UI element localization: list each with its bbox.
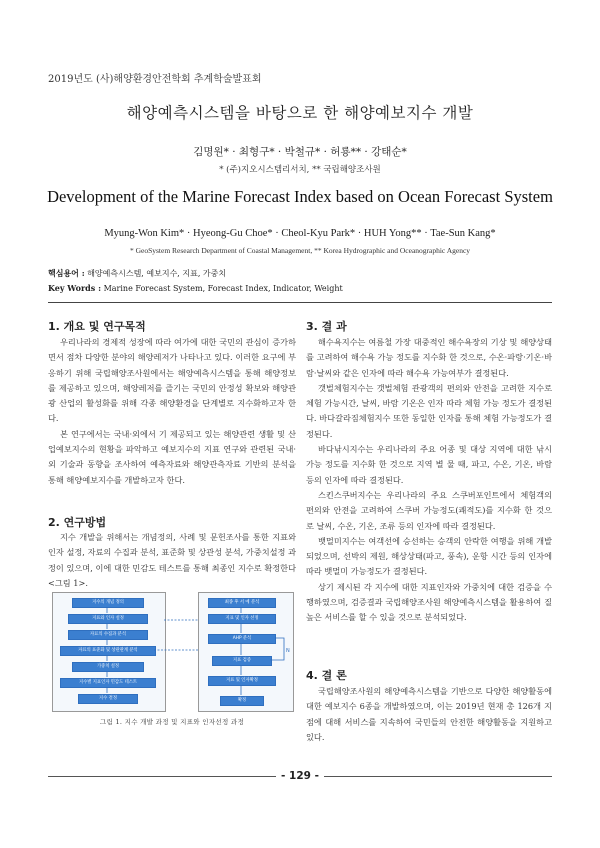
conference-name: 2019년도 (사)해양환경안전학회 추계학술발표회 — [48, 74, 262, 85]
figure-1-caption: 그림 1. 지수 개발 과정 및 지표와 인자선정 과정 — [99, 718, 245, 726]
section-3-paragraph-4: 스킨스쿠버지수는 우리나라의 주요 스쿠버포인트에서 체험객의 편의와 안전을 고려하여 스쿠버 가능정도(쾌적도)를 지수화 한 것으로 날씨, 수온, 기온, 조류 등의 인자에 따라 결정된다. — [306, 489, 552, 531]
section-3-paragraph-6: 상기 제시된 각 지수에 대한 지표인자와 가중치에 대한 검증을 수행하였으며, 검증결과 국립해양조사원 해양예측시스템을 활용하여 질 높은 서비스를 할 수 있을 것으로 분석되었다. — [306, 581, 552, 623]
section-3-paragraph-3: 바다낚시지수는 우리나라의 주요 어종 및 대상 지역에 대한 낚시 가능 정도를 지수화 한 것으로 지역 별 물 때, 파고, 수온, 기온, 바람 등의 인자에 따라 결정된다. — [306, 444, 552, 485]
figure-no-label: N — [286, 648, 290, 654]
figure-right-step: 지표 및 인자 선정 — [208, 614, 276, 624]
figure-left-step: 지표와 인자 설정 — [68, 614, 148, 624]
figure-right-step: 지표 및 인자확정 — [208, 676, 276, 686]
section-3-paragraph-1: 해수욕지수는 여름철 가장 대중적인 해수욕장의 기상 및 해양상태를 고려하여 해수욕 가능 정도를 지수화 한 것으로, 수온·파랑·기온·바람·날씨와 같은 인자에 따라 해수욕 가능여부가 결정된다. — [306, 337, 552, 378]
english-title: Development of the Marine Forecast Index based on Ocean Forecast System — [47, 187, 553, 206]
section-2-paragraph-1: 지수 개발을 위해서는 개념정의, 사례 및 문헌조사를 통한 지표와 인자 설정, 자료의 수집과 분석, 표준화 및 상관성 분석, 가중치설정 과정이 있으며, 이에 대한 민감도 테스트를 통해 최종인 지수로 확정한다<그림 1>. — [48, 532, 296, 588]
section-1-paragraph-2: 본 연구에서는 국내·외에서 기 제공되고 있는 해양관련 생활 및 산업예보지수의 현황을 파악하고 예보지수의 지표 연구와 관련된 국내·외 기술과 동향을 조사하여 예측자료와 해양관측자료 기반의 분석을 통해 해양예보지수를 개발하고자 한다. — [48, 428, 296, 485]
english-affiliation: * GeoSystem Research Department of Coastal Management, ** Korea Hydrographic and Oceanographic Agency — [129, 246, 471, 255]
figure-left-step: 지수의 개념 정의 — [72, 598, 144, 608]
section-4-heading: 4. 결 론 — [306, 669, 347, 682]
section-1-heading: 1. 개요 및 연구목적 — [48, 320, 146, 333]
section-3-heading: 3. 결 과 — [306, 320, 347, 333]
section-2-body — [48, 530, 296, 591]
keywords-english-label: Key Words : — [48, 283, 102, 293]
figure-connectors — [48, 590, 296, 714]
section-4-body — [306, 684, 552, 745]
keywords-english — [48, 283, 343, 293]
figure-right-step: 최종 후 서 예 분석 — [208, 598, 276, 608]
figure-left-step: 가중치 설정 — [72, 662, 144, 672]
figure-right-step: 지표 검증 — [212, 656, 272, 666]
korean-authors: 김명원* · 최형구* · 박철규* · 허룡** · 강태순* — [193, 146, 407, 158]
section-1-paragraph-1: 우리나라의 경제적 성장에 따라 여가에 대한 국민의 관심이 증가하면서 점차 다양한 분야의 해양레저가 나타나고 있다. 이러한 요구에 부응하기 위해 국립해양조사원에서는 해양예측시스템을 통해 해양정보를 제공하고 있으며, 해양레저를 즐기는 국민의 안정성 확보와 해양관광 산업의 활성화를 위해 각종 해양환경을 단계별로 지수화하고자 한다. — [48, 337, 296, 424]
figure-left-step: 지수 결정 — [78, 694, 138, 704]
keywords-korean-value: 해양예측시스템, 예보지수, 지표, 가중치 — [87, 269, 227, 278]
keywords-english-value: Marine Forecast System, Forecast Index, Indicator, Weight — [103, 284, 343, 293]
english-authors: Myung-Won Kim* · Hyeong-Gu Choe* · Cheol-Kyu Park* · HUH Yong** · Tae-Sun Kang* — [104, 228, 496, 239]
figure-right-step: AHP 분석 — [208, 634, 276, 644]
figure-left-step: 자료의 표준화 및 상관관계 분석 — [60, 646, 156, 656]
section-2-heading: 2. 연구방법 — [48, 516, 107, 529]
section-3-paragraph-2: 갯벌체험지수는 갯벌체험 관광객의 편의와 안전을 고려한 지수로 체험 가능시간, 날씨, 바람 기온은 인자 따라 체험 가능 정도가 결정된다. 바다갈라짐체험지수 또한 동일한 인자를 통해 체험 가능정도가 결정된다. — [306, 382, 552, 439]
keywords-korean-label: 핵심용어 : — [48, 268, 85, 278]
figure-left-step: 지수별 지표인자 민감도 테스트 — [60, 678, 156, 688]
korean-title: 해양예측시스템을 바탕으로 한 해양예보지수 개발 — [126, 104, 474, 122]
korean-affiliation: * (주)지오시스템리서치, ** 국립해양조사원 — [219, 165, 381, 175]
keywords-korean — [48, 268, 226, 279]
header-divider — [48, 302, 552, 303]
page-number: - 129 - — [281, 770, 319, 782]
section-3-paragraph-5: 뱃멀미지수는 여객선에 승선하는 승객의 안락한 여행을 위해 개발되었으며, 선박의 제원, 해상상태(파고, 풍속), 운항 시간 등의 인자에 따라 뱃멀미 가능정도가 결정된다. — [306, 535, 552, 577]
figure-1 — [48, 590, 296, 714]
section-3-body — [306, 335, 552, 626]
figure-right-step: 확정 — [220, 696, 264, 706]
figure-left-step: 자료의 수집과 분석 — [68, 630, 148, 640]
section-4-paragraph-1: 국립해양조사원의 해양예측시스템을 기반으로 다양한 해양활동에 대한 예보지수 6종을 개발하였으며, 이는 2019년 현재 총 126개 지점에 대해 서비스를 지속하여 국민들의 안전한 해양활동을 지원하고 있다. — [306, 686, 552, 742]
section-1-body — [48, 335, 296, 488]
